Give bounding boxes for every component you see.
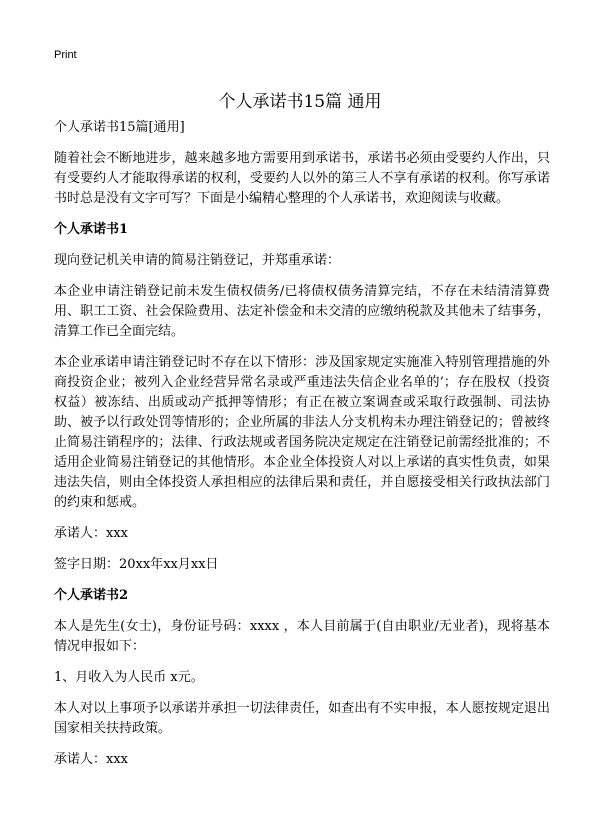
section-1-heading: 个人承诺书1 [54, 222, 129, 237]
section-2-heading: 个人承诺书2 [54, 588, 129, 603]
page-title: 个人承诺书15篇 通用 [218, 92, 382, 113]
section-2-paragraph-2: 1、月收入为人民币 x元。 [54, 670, 204, 685]
document-subtitle: 个人承诺书15篇[通用] [54, 120, 185, 135]
section-2-paragraph-1: 本人是先生(女士)，身份证号码：xxxx ，本人目前属于(自由职业/无业者)，现将基本情况申报如下： [54, 619, 550, 654]
section-2-paragraph-3: 本人对以上事项予以承诺并承担一切法律责任，如查出有不实申报，本人愿按规定退出国家相关扶持政策。 [54, 701, 550, 736]
section-2-signer: 承诺人：xxx [54, 752, 128, 767]
section-1-sign-date: 签字日期：20xx年xx月xx日 [54, 557, 219, 572]
section-1-paragraph-1: 现向登记机关申请的简易注销登记，并郑重承诺： [54, 253, 341, 268]
intro-paragraph: 随着社会不断地进步，越来越多地方需要用到承诺书，承诺书必须由受要约人作出，只有受要约人才能取得承诺的权利，受要约人以外的第三人不享有承诺的权利。你写承诺书时总是没有文字可写？下面是小编精心整理的个人承诺书，欢迎阅读与收藏。 [54, 151, 550, 206]
section-1-paragraph-2: 本企业申请注销登记前未发生债权债务/已将债权债务清算完结，不存在未结清清算费用、职工工资、社会保险费用、法定补偿金和未交清的应缴纳税款及其他未了结事务，清算工作已全面完结。 [54, 284, 550, 339]
print-label: Print [54, 49, 77, 61]
section-1-signer: 承诺人：xxx [54, 526, 128, 541]
section-1-paragraph-3: 本企业承诺申请注销登记时不存在以下情形：涉及国家规定实施准入特别管理措施的外商投资企业；被列入企业经营异常名录或严重违法失信企业名单的’；存在股权（投资权益）被冻结、出质或动产抵押等情形；有正在被立案调查或采取行政强制、司法协助、被予以行政处罚等情形的；企业所属的非法人分支机构未办理注销登记的；曾被终止简易注销程序的；法律、行政法规或者国务院决定规定在注销登记前需经批准的；不适用企业简易注销登记的其他情形。本企业全体投资人对以上承诺的真实性负责，如果违法失信，则由全体投资人承担相应的法律后果和责任，并自愿接受相关行政执法部门的约束和惩戒。 [54, 355, 550, 510]
document-body [54, 118, 550, 781]
